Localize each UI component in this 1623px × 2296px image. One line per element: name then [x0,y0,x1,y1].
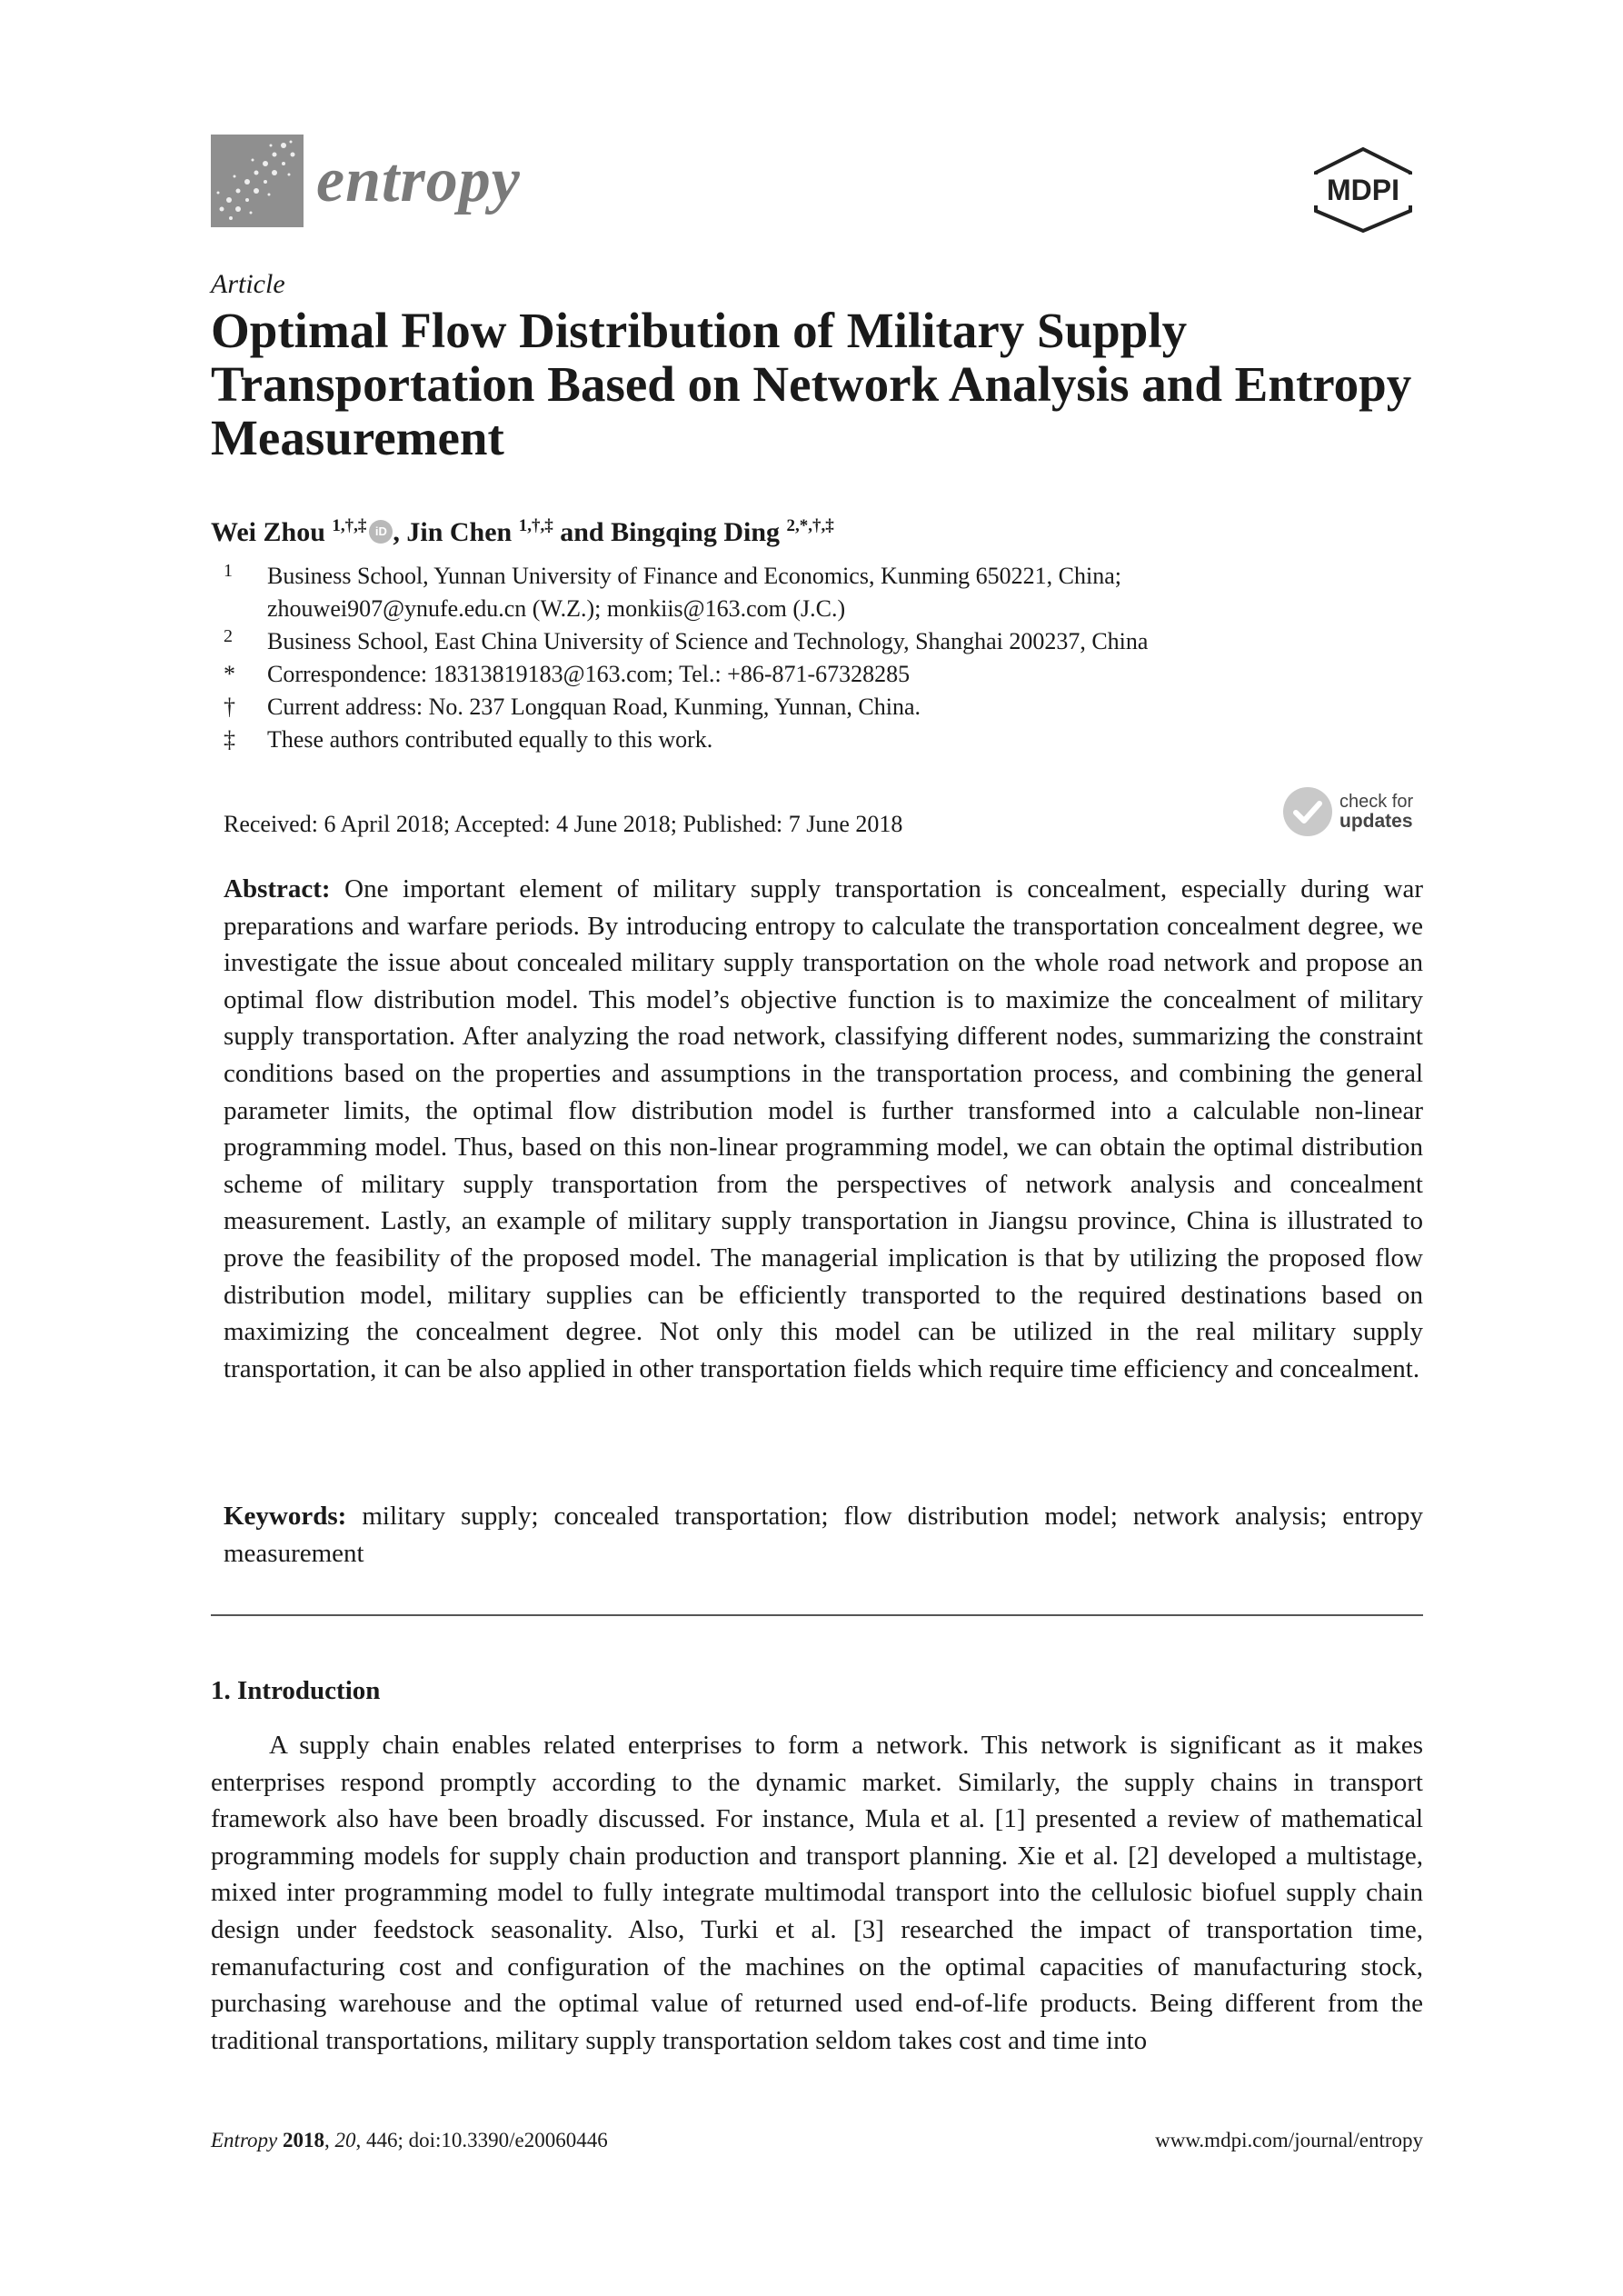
journal-name: entropy [316,145,521,215]
abstract-label: Abstract: [224,874,331,903]
section-heading: 1. Introduction [211,1676,381,1705]
footer-journal: Entropy [211,2129,278,2151]
orcid-icon[interactable]: iD [369,520,393,544]
abstract [224,871,1423,1387]
affiliation-text: Current address: No. 237 Longquan Road, Kunming, Yunnan, China. [267,694,921,720]
affiliation-mark: † [224,694,235,720]
affiliation-text: Correspondence: 18313819183@163.com; Tel.: +86-871-67328285 [267,661,911,687]
check-updates-text [1339,792,1413,832]
author-affiliation-marks: 1,†,‡ [518,516,553,535]
author-name: Bingqing Ding [611,517,781,547]
affiliation-mark: * [224,661,235,687]
footer-volume: 20 [334,2129,356,2151]
affiliation-text: zhouwei907@ynufe.edu.cn (W.Z.); monkiis@163.com (J.C.) [267,595,846,622]
keywords-text: military supply; concealed transportation; flow distribution model; network analysis; entropy measurement [224,1502,1424,1568]
author-separator: and [553,517,612,547]
journal-logo [211,135,521,227]
affiliation-text: Business School, Yunnan University of Finance and Economics, Kunming 650221, China; [267,563,1121,589]
section-divider [211,1614,1423,1616]
affiliation-text: Business School, East China University of Science and Technology, Shanghai 200237, China [267,628,1149,654]
keywords [224,1498,1423,1572]
author-separator: , [393,517,407,547]
affiliation-text: These authors contributed equally to this work. [267,726,713,753]
affiliation-mark: ‡ [224,726,235,753]
author-affiliation-marks: 1,†,‡ [332,516,367,535]
footer-doi: , 446; doi:10.3390/e20060446 [355,2129,608,2151]
citation-footer: Entropy 2018, 20, 446; doi:10.3390/e20060446 [211,2129,608,2151]
check-updates-line2: updates [1339,811,1413,832]
checkmark-icon [1283,787,1332,836]
journal-url-link[interactable]: www.mdpi.com/journal/entropy [1155,2129,1423,2151]
entropy-dot-pattern-logo [211,135,304,227]
affiliation-mark: 2 [224,626,233,646]
abstract-text: One important element of military supply transportation is concealment, especially during war preparations and warfare periods. By introducing entropy to calculate the transportation concealment degree, we investigate the issue about concealed military supply transportation on the whole road network and propose an optimal flow distribution model. This model’s objective function is to maximize the concealment of military supply transportation. After analyzing the road network, classifying different nodes, summarizing the constraint conditions based on the properties and assumptions in the transportation process, and combining the general parameter limits, the optimal flow distribution model is further transformed into a calculable non-linear programming model. Thus, based on this non-linear programming model, we can obtain the optimal distribution scheme of military supply transportation from the perspectives of network analysis and concealment measurement. Lastly, an example of military supply transportation in Jiangsu province, China is illustrated to prove the feasibility of the proposed model. The managerial implication is that by utilizing the proposed flow distribution model, military supplies can be efficiently transported to the required destinations based on maximizing the concealment degree. Not only this model can be utilized in the real military supply transportation, it can be also applied in other transportation fields which require time efficiency and concealment. [224,874,1423,1383]
author-list [211,516,834,548]
check-for-updates-button[interactable] [1283,787,1413,836]
check-updates-line1: check for [1339,792,1414,812]
affiliation-mark: 1 [224,561,233,581]
mdpi-hexagon-logo [1303,145,1423,233]
paper-title: Optimal Flow Distribution of Military Supply Transportation Based on Network Analysis and Entropy Measurement [211,303,1412,465]
keywords-label: Keywords: [224,1502,347,1531]
introduction-paragraph: A supply chain enables related enterprises to form a network. This network is significant as it makes enterprises respond promptly according to the dynamic market. Similarly, the supply chains in transport framework also have been broadly discussed. For instance, Mula et al. [1] presented a review of mathematical programming models for supply chain production and transport planning. Xie et al. [2] developed a multistage, mixed inter programming model to fully integrate multimodal transport into the cellulosic biofuel supply chain design under feedstock seasonality. Also, Turki et al. [3] researched the impact of transportation time, remanufacturing cost and configuration of the machines on the optimal capacities of manufacturing stock, purchasing warehouse and the optimal value of returned used end-of-life products. Being different from the traditional transportations, military supply transportation seldom takes cost and time into [211,1731,1423,2055]
author-name: Wei Zhou [211,517,325,547]
footer-year: 2018 [283,2129,324,2151]
author-name: Jin Chen [406,517,513,547]
publication-dates: Received: 6 April 2018; Accepted: 4 June 2018; Published: 7 June 2018 [224,811,903,837]
author-affiliation-marks: 2,*,†,‡ [786,516,834,535]
publisher-name: MDPI [1327,174,1399,206]
article-type: Article [211,269,285,299]
